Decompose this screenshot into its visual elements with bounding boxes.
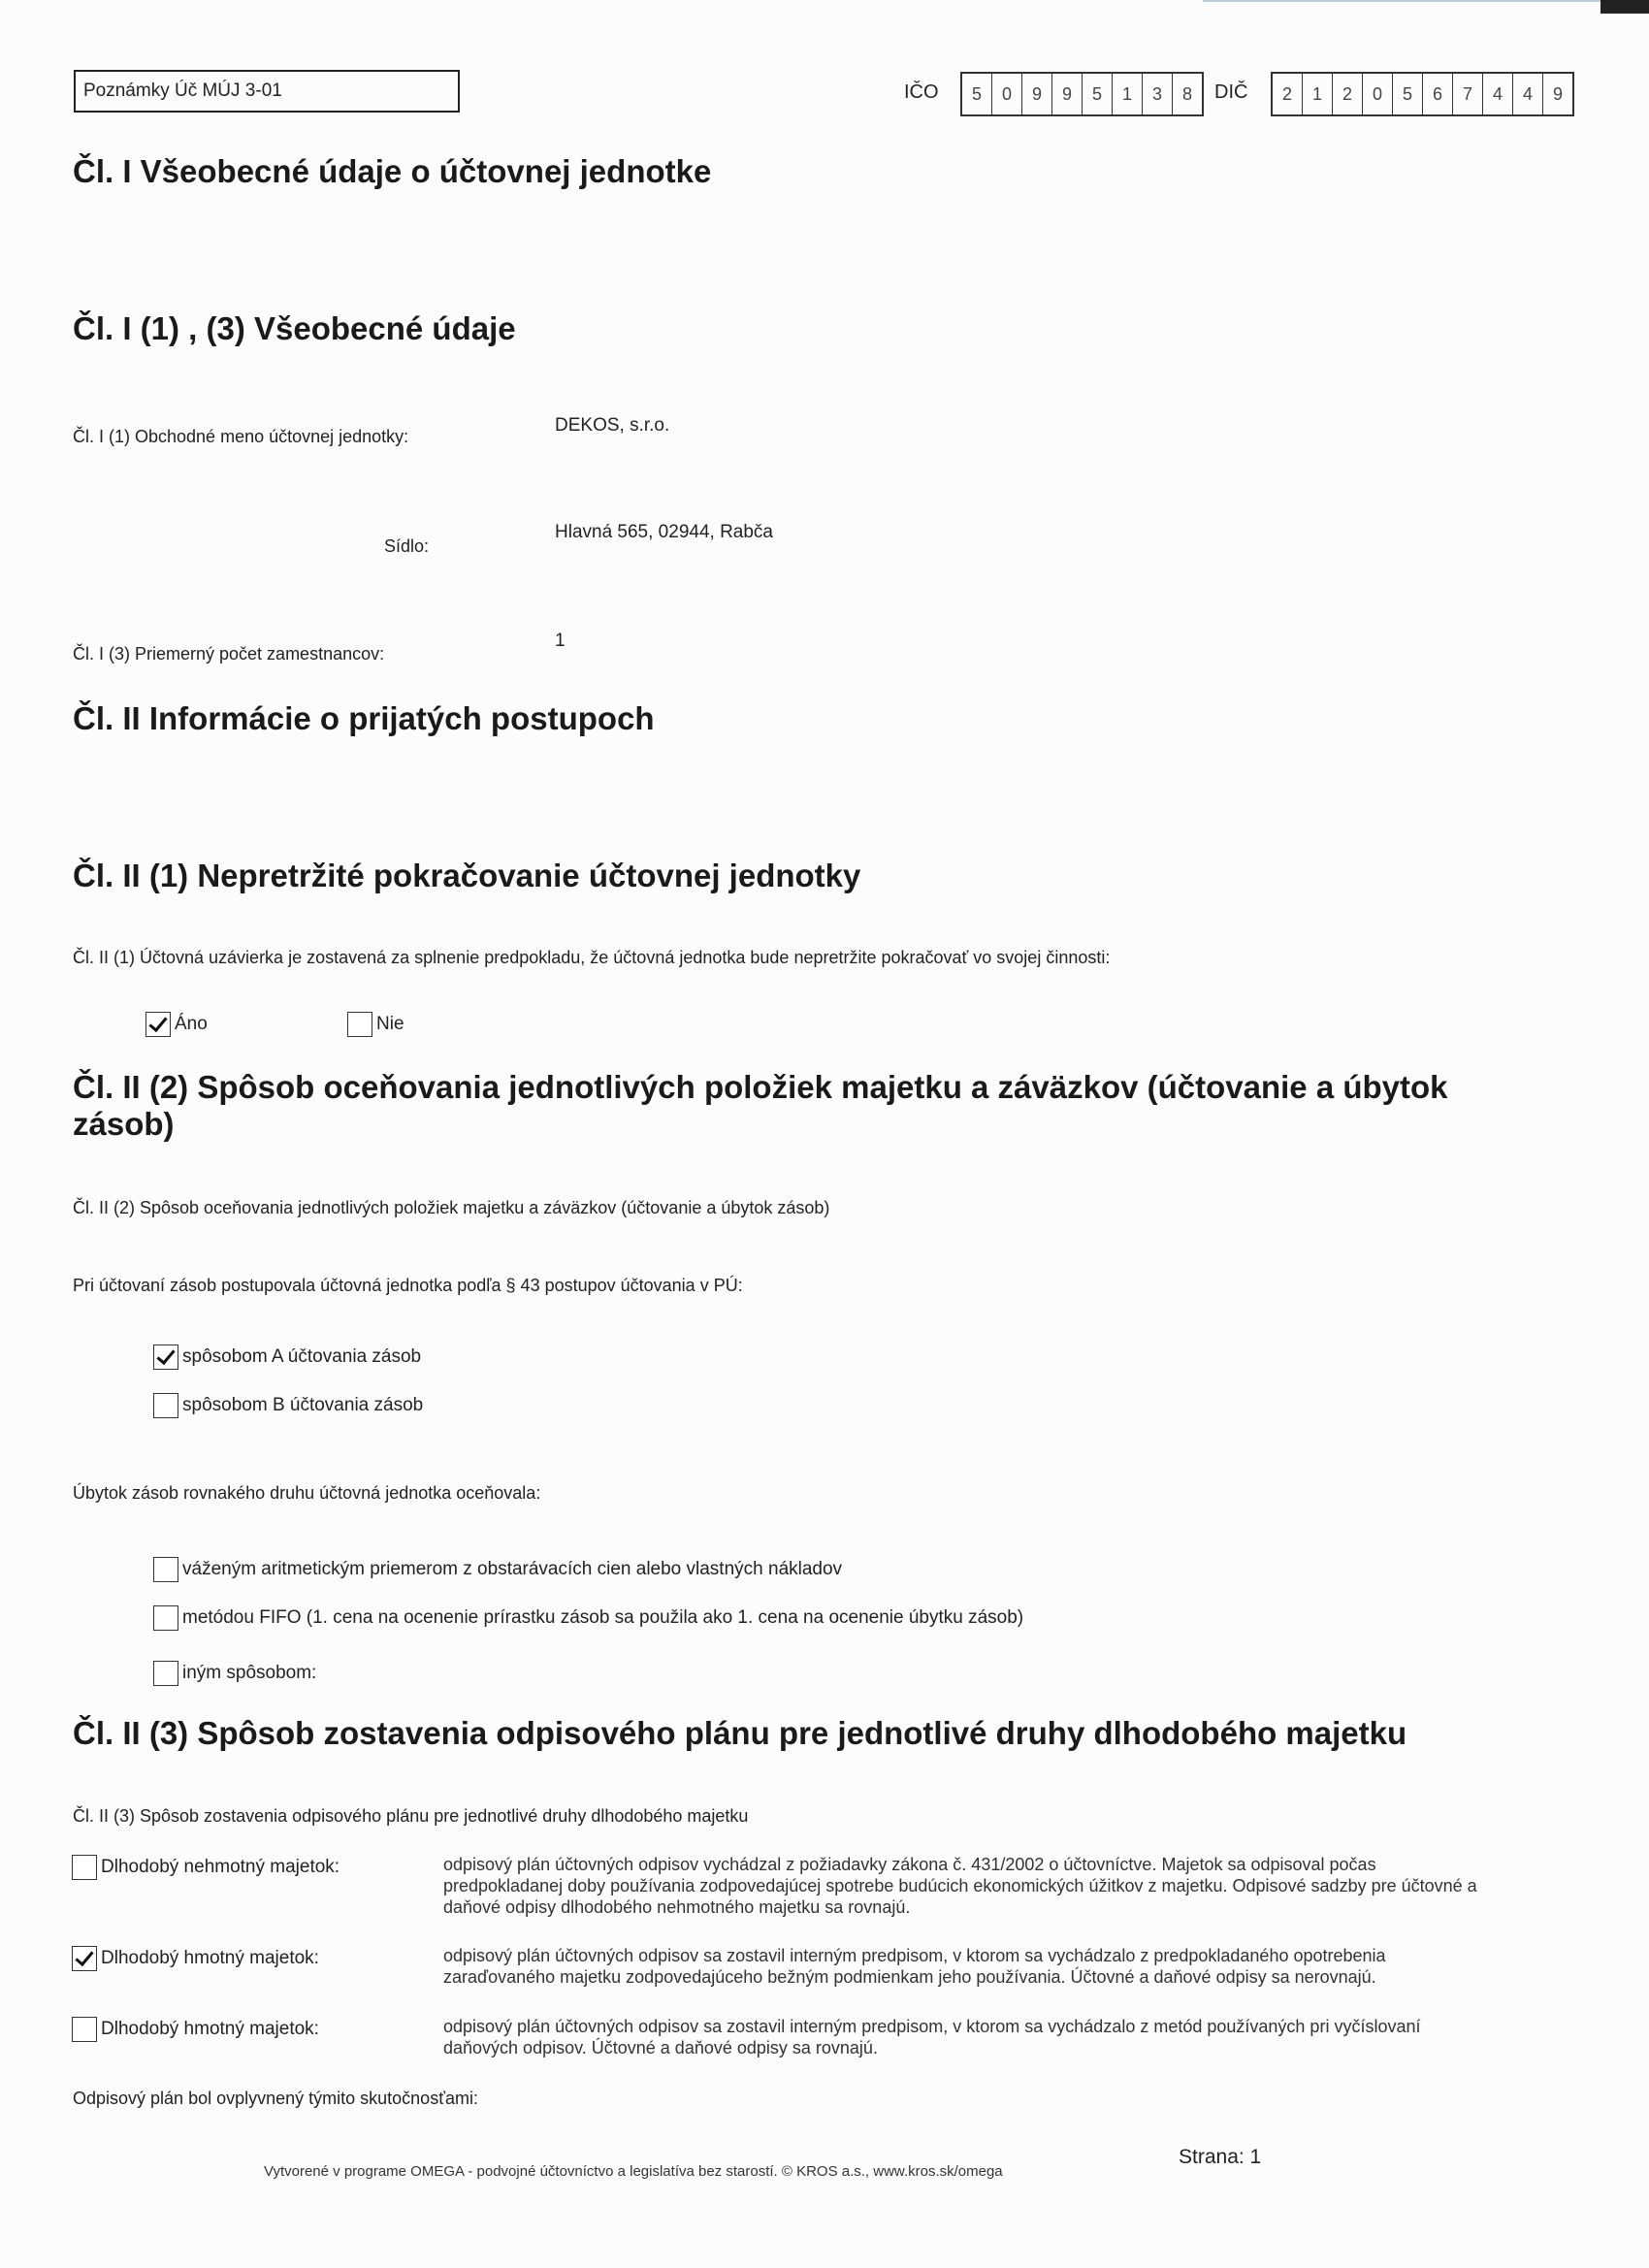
influence-text: Odpisový plán bol ovplyvnený týmito skutočnosťami: (73, 2089, 478, 2108)
company-name-label: Čl. I (1) Obchodné meno účtovnej jednotky: (73, 427, 409, 446)
intangible-description: odpisový plán účtovných odpisov vychádzal z požiadavky zákona č. 431/2002 o účtovníctve. Majetok sa odpisoval počas predpokladanej doby používania zodpovedajúcej spotrebe budúcich ekonomických úžitkov z majetku. Odpisové sadzby pre účtovné a daňové odpisy dlhodobého nehmotného majetku sa rovnajú. (443, 1855, 1477, 1917)
scan-edge-mark (1600, 0, 1649, 14)
scan-top-line (1203, 0, 1600, 2)
checkbox-intangible[interactable] (72, 1855, 97, 1880)
dic-digit: 0 (1363, 74, 1393, 114)
employees-label: Čl. I (3) Priemerný počet zamestnancov: (73, 644, 385, 664)
dic-digit: 7 (1453, 74, 1483, 114)
section-2-3-title: Čl. II (3) Spôsob zostavenia odpisového plánu pre jednotlivé druhy dlhodobého majetku (73, 1715, 1407, 1751)
other-option[interactable] (153, 1661, 316, 1686)
ico-digit: 9 (1052, 74, 1083, 114)
ico-label: IČO (904, 81, 939, 103)
weighted-option[interactable] (153, 1557, 842, 1582)
section-2-2-title: Čl. II (2) Spôsob oceňovania jednotlivých položiek majetku a záväzkov (účtovanie a úbytok zásob) (73, 1069, 1448, 1142)
weighted-label: váženým aritmetickým priemerom z obstarávacích cien alebo vlastných nákladov (182, 1559, 843, 1579)
tangible-1-option[interactable] (72, 1946, 319, 1971)
ico-digit: 3 (1143, 74, 1173, 114)
dic-digit: 4 (1483, 74, 1513, 114)
form-id-box: Poznámky Úč MÚJ 3-01 (74, 70, 460, 113)
checkbox-no[interactable] (347, 1012, 372, 1037)
ico-digit: 9 (1022, 74, 1052, 114)
section-1-title: Čl. I Všeobecné údaje o účtovnej jednotke (73, 153, 712, 189)
checkbox-method-b[interactable] (153, 1393, 178, 1418)
ico-digit: 5 (962, 74, 992, 114)
method-a-option[interactable] (153, 1345, 421, 1370)
ico-digit: 0 (992, 74, 1022, 114)
method-b-label: spôsobom B účtovania zásob (182, 1395, 424, 1415)
seat-label: Sídlo: (384, 536, 430, 556)
depreciation-text: Čl. II (3) Spôsob zostavenia odpisového plánu pre jednotlivé druhy dlhodobého majetku (73, 1806, 749, 1826)
section-2-title: Čl. II Informácie o prijatých postupoch (73, 700, 655, 736)
ico-digit: 1 (1113, 74, 1143, 114)
dic-digits (1271, 72, 1574, 116)
checkbox-yes[interactable] (146, 1012, 171, 1037)
fifo-option[interactable] (153, 1605, 1023, 1631)
continuity-yes[interactable] (146, 1012, 208, 1037)
section-1a-title: Čl. I (1) , (3) Všeobecné údaje (73, 310, 516, 346)
yes-label: Áno (175, 1014, 208, 1034)
employees-value: 1 (555, 631, 566, 651)
checkbox-fifo[interactable] (153, 1605, 178, 1631)
section-2-1-title: Čl. II (1) Nepretržité pokračovanie účtovnej jednotky (73, 858, 861, 893)
fifo-label: metódou FIFO (1. cena na ocenenie prírastku zásob sa použila ako 1. cena na ocenenie úbytku zásob) (182, 1607, 1024, 1628)
checkbox-weighted[interactable] (153, 1557, 178, 1582)
tangible-1-description: odpisový plán účtovných odpisov sa zostavil interným predpisom, v ktorom sa vychádzalo z predpokladaného opotrebenia zaraďovaného majetku zodpovedajúceho bežným podmienkam jeho používania. Účtovné a daňové odpisy sa nerovnajú. (443, 1946, 1386, 1987)
ico-digit: 8 (1181, 84, 1192, 104)
ico-digits (960, 72, 1204, 116)
dic-label: DIČ (1214, 81, 1248, 103)
tangible-2-description: odpisový plán účtovných odpisov sa zostavil interným predpisom, v ktorom sa vychádzalo z metód používaných pri vyčíslovaní daňových odpisov. Účtovné a daňové odpisy sa rovnajú. (443, 2017, 1421, 2057)
continuity-no[interactable] (347, 1012, 404, 1037)
inventory-text: Pri účtovaní zásob postupovala účtovná jednotka podľa § 43 postupov účtovania v PÚ: (73, 1276, 743, 1295)
dic-digit: 4 (1513, 74, 1543, 114)
method-a-label: spôsobom A účtovania zásob (182, 1346, 422, 1367)
checkbox-other[interactable] (153, 1661, 178, 1686)
continuity-text: Čl. II (1) Účtovná uzávierka je zostavená za splnenie predpokladu, že účtovná jednotka bude nepretržite pokračovať vo svojej činnosti: (73, 948, 1111, 967)
dic-digit: 1 (1303, 74, 1333, 114)
dic-digit: 5 (1393, 74, 1423, 114)
dic-digit: 6 (1423, 74, 1453, 114)
ico-digit: 5 (1083, 74, 1113, 114)
page-number: Strana: 1 (1179, 2146, 1262, 2168)
checkbox-tangible-1[interactable] (72, 1946, 97, 1971)
other-label: iným spôsobom: (182, 1663, 317, 1683)
dic-digit: 2 (1273, 74, 1303, 114)
intangible-option[interactable] (72, 1855, 340, 1880)
tangible-2-label: Dlhodobý hmotný majetok: (101, 2019, 319, 2039)
tangible-1-label: Dlhodobý hmotný majetok: (101, 1948, 319, 1968)
no-label: Nie (376, 1014, 404, 1034)
tangible-2-option[interactable] (72, 2017, 319, 2042)
decrease-text: Úbytok zásob rovnakého druhu účtovná jednotka oceňovala: (73, 1483, 541, 1503)
dic-digit: 2 (1333, 74, 1363, 114)
valuation-text: Čl. II (2) Spôsob oceňovania jednotlivých položiek majetku a záväzkov (účtovanie a úbytok zásob) (73, 1198, 830, 1217)
seat-value: Hlavná 565, 02944, Rabča (555, 522, 773, 542)
method-b-option[interactable] (153, 1393, 423, 1418)
company-name-value: DEKOS, s.r.o. (555, 415, 670, 436)
dic-digit: 9 (1552, 84, 1563, 104)
checkbox-method-a[interactable] (153, 1345, 178, 1370)
intangible-label: Dlhodobý nehmotný majetok: (101, 1857, 340, 1877)
footer-credit: Vytvorené v programe OMEGA - podvojné účtovníctvo a legislatíva bez starostí. © KROS a.s., www.kros.sk/omega (264, 2163, 1003, 2180)
checkbox-tangible-2[interactable] (72, 2017, 97, 2042)
